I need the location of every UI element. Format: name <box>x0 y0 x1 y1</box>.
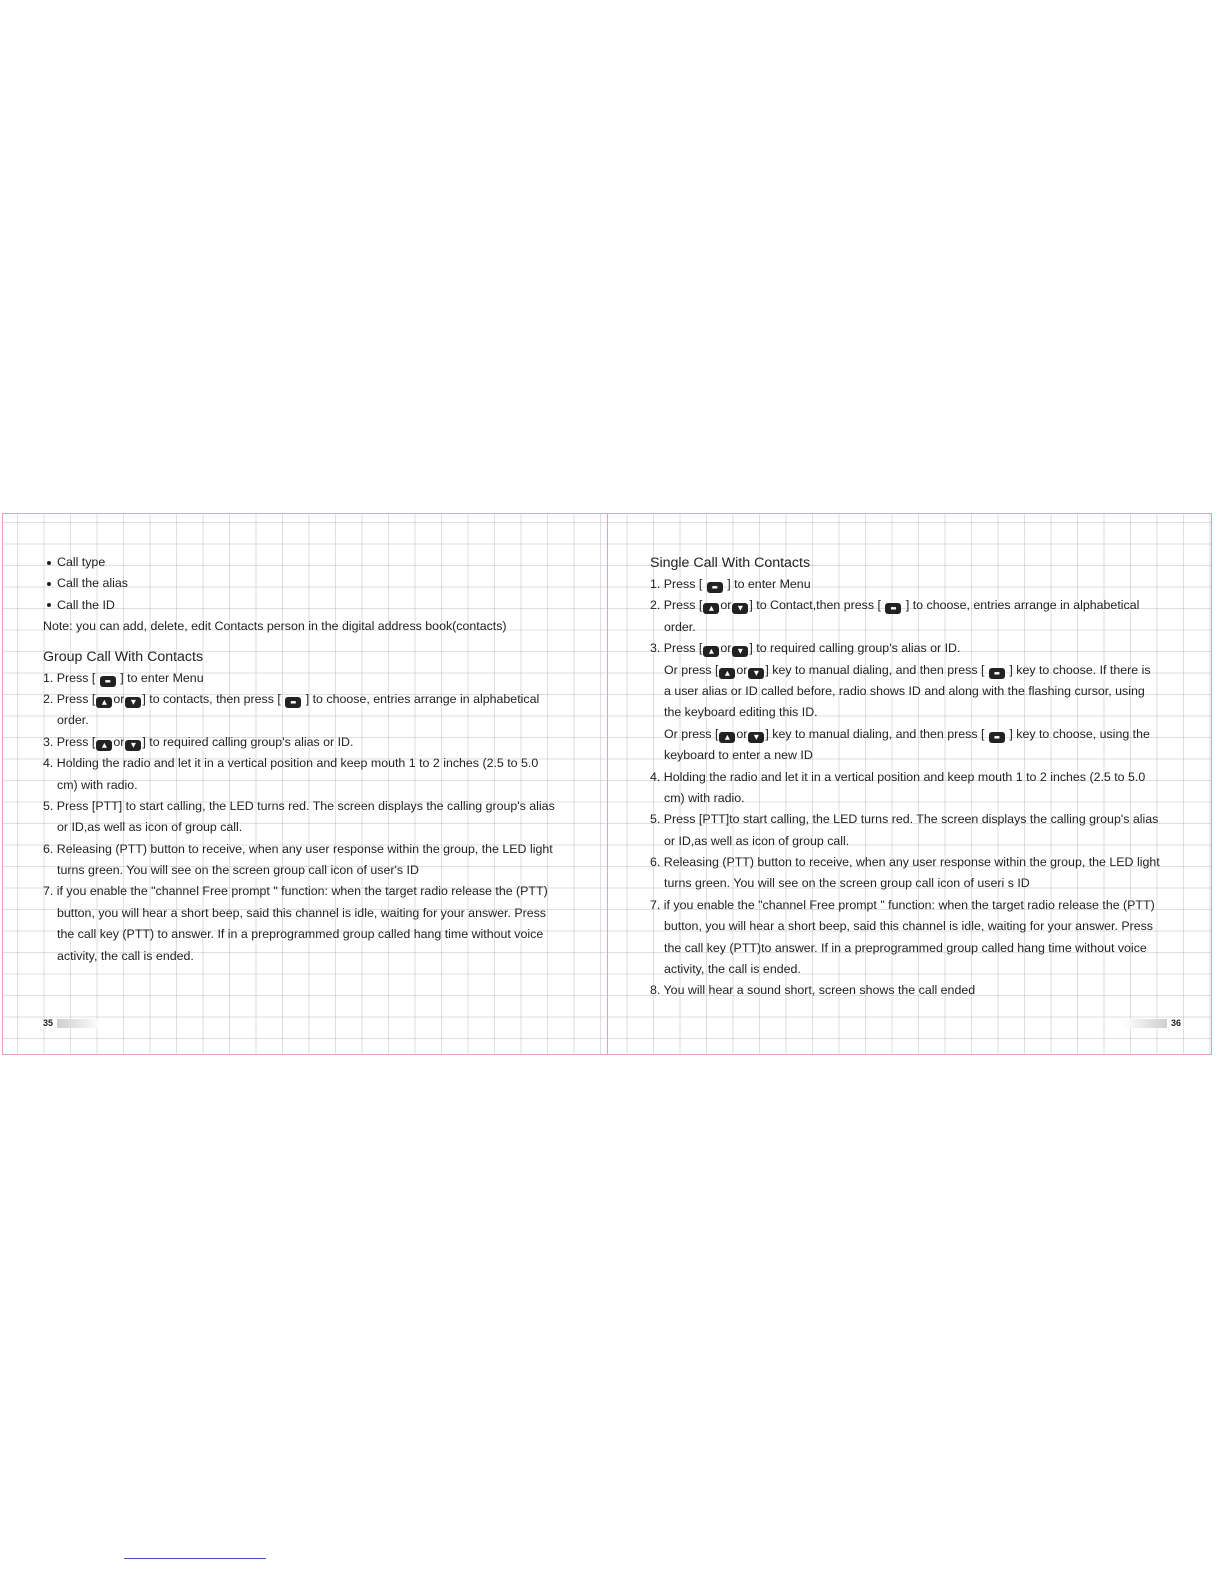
step-5-continued: or ID,as well as icon of group call. <box>664 833 850 848</box>
step-7-continued: activity, the call is ended. <box>664 962 801 977</box>
step-1: 1. Press [ ▬ ] to enter Menu <box>43 670 204 685</box>
menu-key-icon: ▬ <box>285 697 301 708</box>
step-3: 3. Press [ ▲ or ▼ ] to required calling group's alias or ID. <box>650 641 961 656</box>
step-3-option-2-continued: keyboard to enter a new ID <box>664 748 813 763</box>
step-4: 4. Holding the radio and let it in a vertical position and keep mouth 1 to 2 inches (2.5 to 5.0 <box>650 769 1146 784</box>
right-page <box>608 514 1211 1054</box>
step-6: 6. Releasing (PTT) button to receive, when any user response within the group, the LED light <box>650 855 1160 870</box>
left-page-content <box>43 552 577 967</box>
up-arrow-key-icon: ▲ <box>703 603 719 614</box>
up-arrow-key-icon: ▲ <box>96 740 112 751</box>
up-arrow-key-icon: ▲ <box>96 697 112 708</box>
bullet-dot-icon <box>47 603 51 607</box>
step-3-option-2: Or press [ ▲ or ▼ ] key to manual dialing, and then press [ ▬ ] key to choose, using the <box>664 726 1150 741</box>
step-4-continued: cm) with radio. <box>664 790 745 805</box>
down-arrow-key-icon: ▼ <box>125 740 141 751</box>
page-number-left: 35 <box>43 1018 101 1028</box>
step-2-continued: order. <box>664 619 696 634</box>
section-heading: Single Call With Contacts <box>650 555 811 571</box>
step-7-continued: the call key (PTT)to answer. If in a preprogrammed group called hang time without voice <box>664 940 1147 955</box>
menu-key-icon: ▬ <box>707 582 723 593</box>
step-7: 7. if you enable the "channel Free prompt " function: when the target radio release the (PTT) <box>650 897 1155 912</box>
menu-key-icon: ▬ <box>989 668 1005 679</box>
up-arrow-key-icon: ▲ <box>703 646 719 657</box>
step-6-continued: turns green. You will see on the screen group call icon of user's ID <box>57 863 419 878</box>
step-4: 4. Holding the radio and let it in a vertical position and keep mouth 1 to 2 inches (2.5 to 5.0 <box>43 756 539 771</box>
down-arrow-key-icon: ▼ <box>732 603 748 614</box>
step-7-continued: the call key (PTT) to answer. If in a preprogrammed group called hang time without voice <box>57 927 544 942</box>
menu-key-icon: ▬ <box>885 603 901 614</box>
footer-link-underline <box>124 1558 266 1559</box>
down-arrow-key-icon: ▼ <box>125 697 141 708</box>
step-4-continued: cm) with radio. <box>57 777 138 792</box>
step-8: 8. You will hear a sound short, screen shows the call ended <box>650 983 976 998</box>
page-number-right: 36 <box>1123 1018 1181 1028</box>
bullet-item: Call the ID <box>43 595 577 616</box>
step-6-continued: turns green. You will see on the screen group call icon of useri s ID <box>664 876 1030 891</box>
manual-spread <box>2 513 1212 1055</box>
step-7-continued: activity, the call is ended. <box>57 948 194 963</box>
left-page <box>3 514 607 1054</box>
up-arrow-key-icon: ▲ <box>719 668 735 679</box>
step-3: 3. Press [ ▲ or ▼ ] to required calling group's alias or ID. <box>43 734 354 749</box>
step-7-continued: button, you will hear a short beep, said this channel is idle, waiting for your answer. Press <box>664 919 1154 934</box>
page-number-shade <box>1123 1019 1167 1028</box>
bullet-dot-icon <box>47 561 51 565</box>
step-5: 5. Press [PTT] to start calling, the LED turns red. The screen displays the calling group's alias <box>43 798 555 813</box>
down-arrow-key-icon: ▼ <box>732 646 748 657</box>
bullet-item: Call type <box>43 552 577 573</box>
bullet-dot-icon <box>47 582 51 586</box>
menu-key-icon: ▬ <box>100 676 116 687</box>
down-arrow-key-icon: ▼ <box>748 732 764 743</box>
step-2-continued: order. <box>57 713 89 728</box>
step-3-option-1-continued: a user alias or ID called before, radio shows ID and along with the flashing cursor, using <box>664 683 1145 698</box>
right-page-content <box>650 552 1183 1002</box>
note-text: Note: you can add, delete, edit Contacts person in the digital address book(contacts) <box>43 619 507 634</box>
step-3-option-1-continued: the keyboard editing this ID. <box>664 705 818 720</box>
step-2: 2. Press [ ▲ or ▼ ] to contacts, then press [ ▬ ] to choose, entries arrange in alphabetical <box>43 691 540 706</box>
step-5: 5. Press [PTT]to start calling, the LED turns red. The screen displays the calling group's alias <box>650 812 1159 827</box>
step-3-option-1: Or press [ ▲ or ▼ ] key to manual dialing, and then press [ ▬ ] key to choose. If there is <box>664 662 1151 677</box>
section-heading: Group Call With Contacts <box>43 648 204 665</box>
down-arrow-key-icon: ▼ <box>748 668 764 679</box>
step-2: 2. Press [ ▲ or ▼ ] to Contact,then press [ ▬ ] to choose, entries arrange in alphabetical <box>650 598 1140 613</box>
step-1: 1. Press [ ▬ ] to enter Menu <box>650 577 811 591</box>
step-5-continued: or ID,as well as icon of group call. <box>57 820 243 835</box>
up-arrow-key-icon: ▲ <box>719 732 735 743</box>
bullet-item: Call the alias <box>43 573 577 594</box>
step-7-continued: button, you will hear a short beep, said this channel is idle, waiting for your answer. Press <box>57 905 547 920</box>
step-6: 6. Releasing (PTT) button to receive, when any user response within the group, the LED light <box>43 841 553 856</box>
step-7: 7. if you enable the "channel Free prompt " function: when the target radio release the (PTT) <box>43 884 548 899</box>
page-number-shade <box>57 1019 101 1028</box>
menu-key-icon: ▬ <box>989 732 1005 743</box>
